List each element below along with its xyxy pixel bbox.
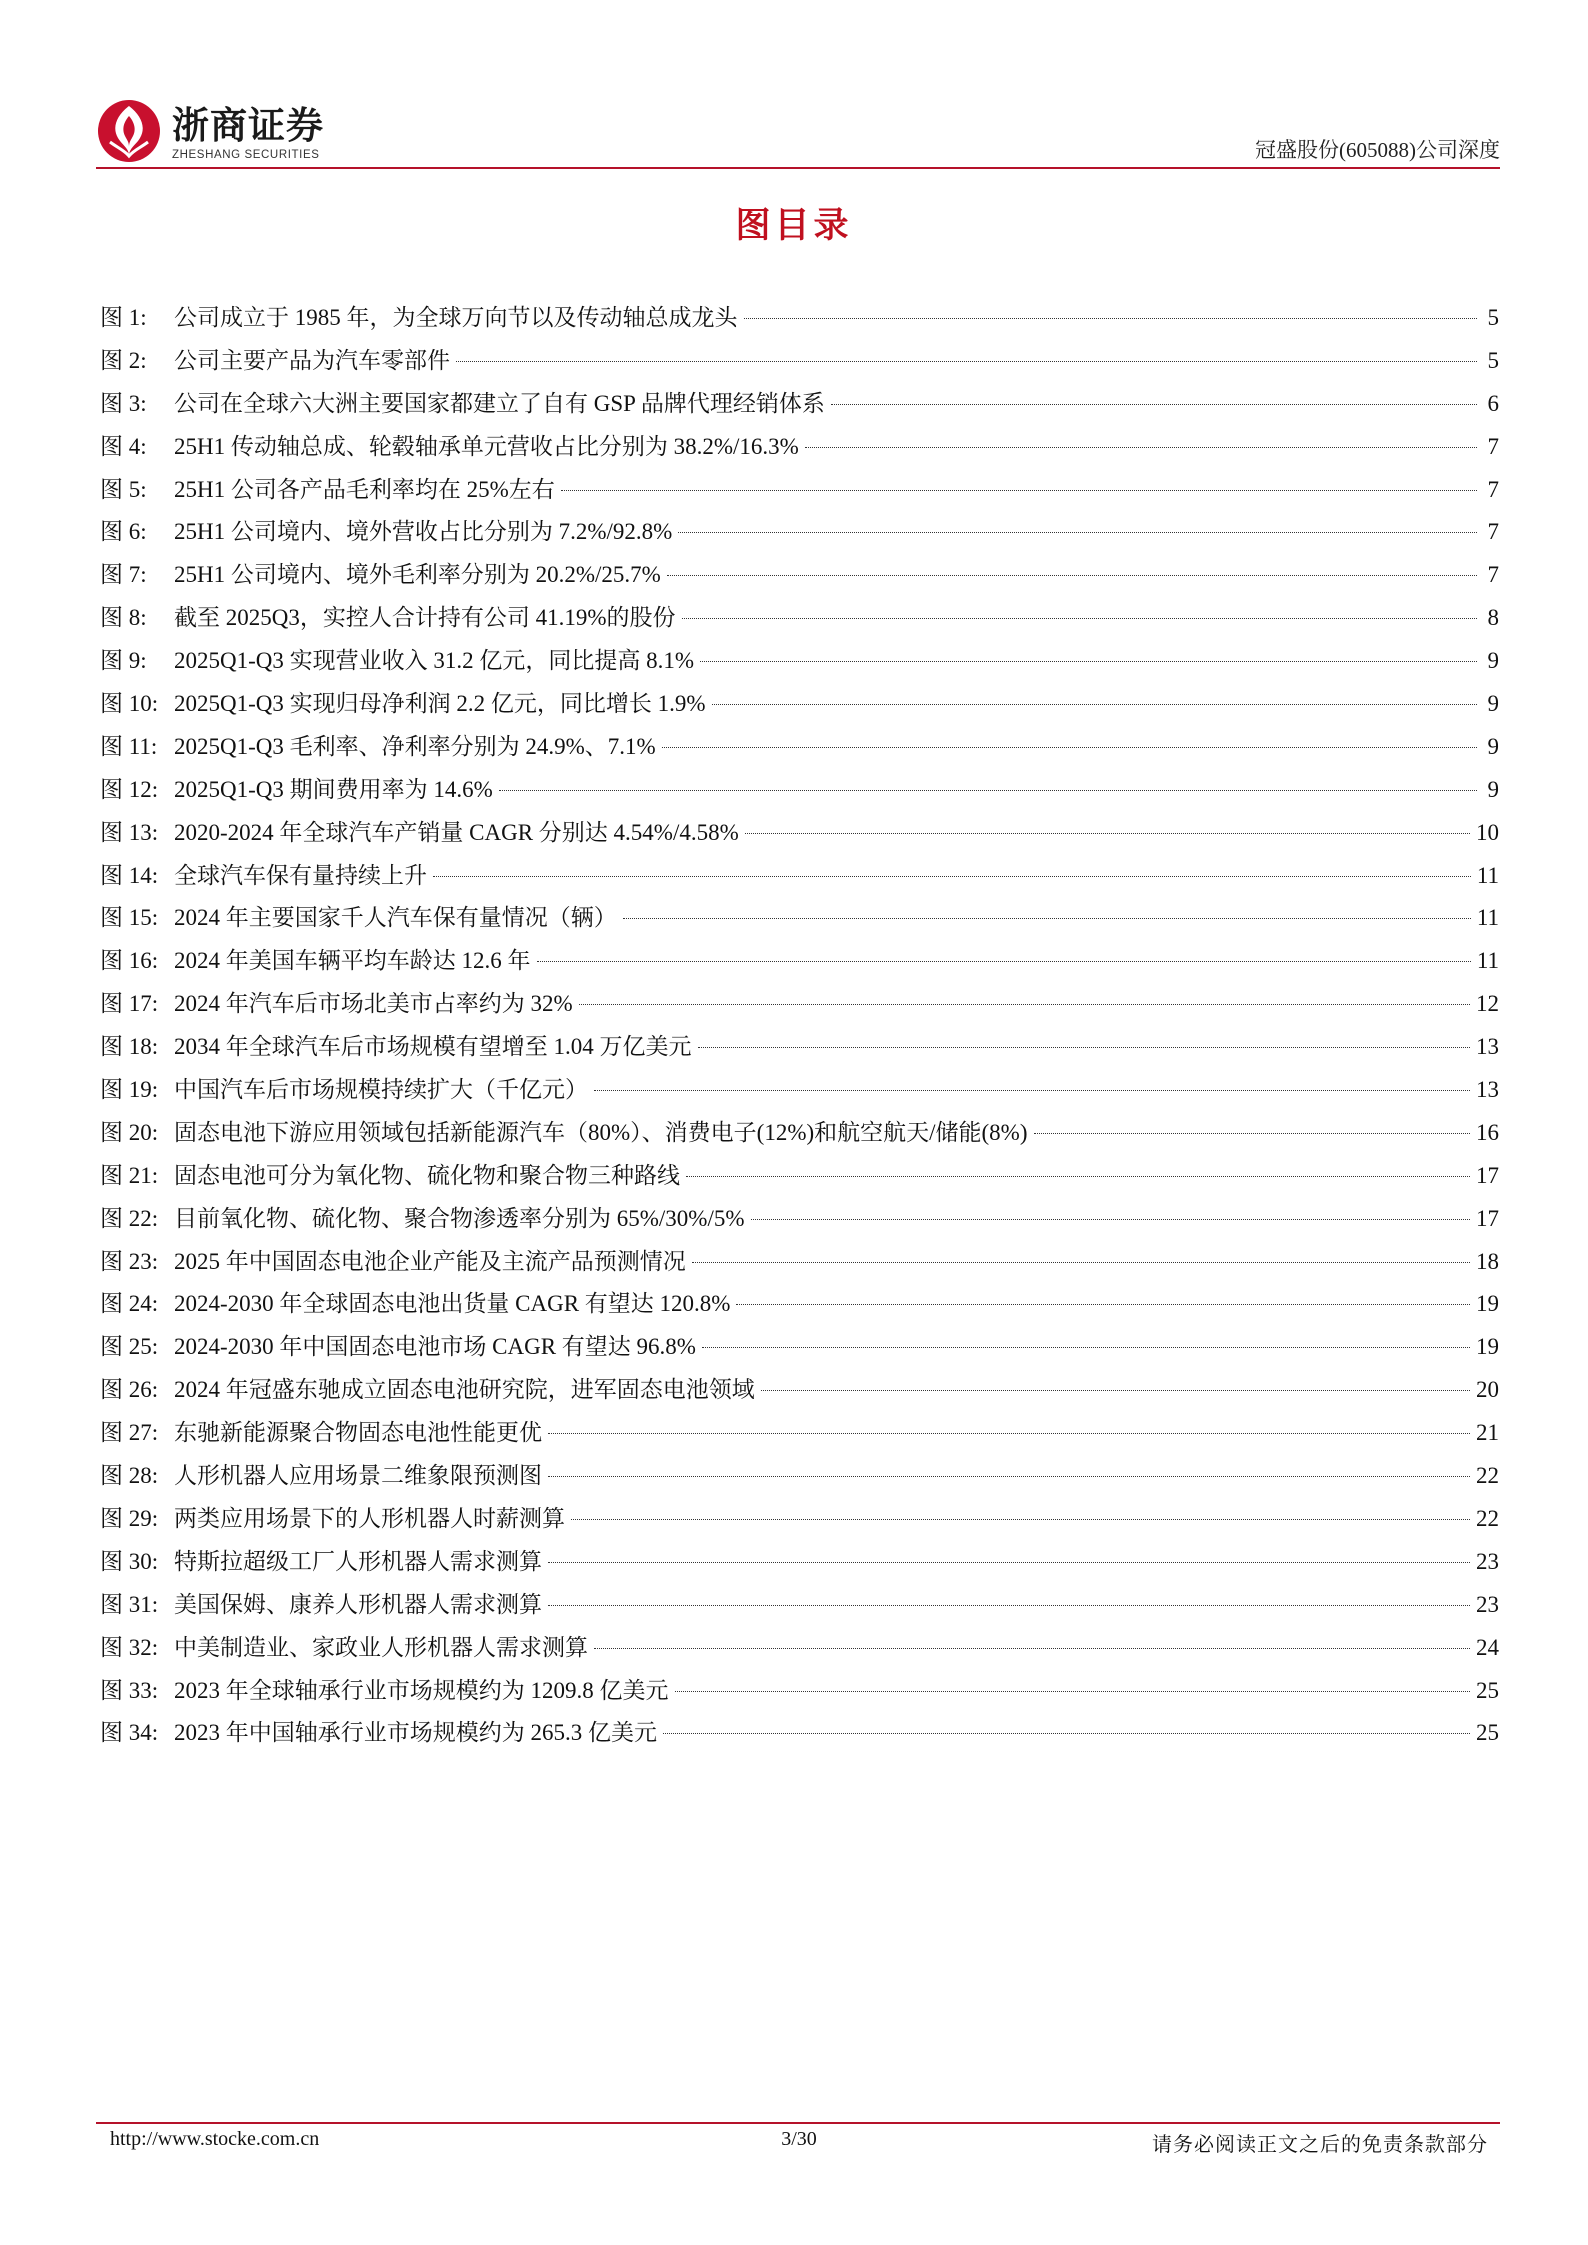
toc-entry-label: 图 11: — [100, 733, 158, 759]
toc-entry-page: 13 — [1476, 1077, 1499, 1103]
toc-entry-page: 11 — [1476, 905, 1499, 931]
toc-entry-page: 25 — [1476, 1677, 1499, 1703]
toc-entry[interactable] — [100, 469, 1499, 512]
dot-leader — [561, 490, 1477, 491]
toc-entry-title: 2023 年中国轴承行业市场规模约为 265.3 亿美元 — [174, 1720, 657, 1746]
toc-entry[interactable] — [100, 855, 1499, 898]
toc-entry-title: 2020-2024 年全球汽车产销量 CAGR 分别达 4.54%/4.58% — [174, 819, 739, 845]
toc-entry-page: 9 — [1487, 733, 1499, 759]
figure-list — [100, 297, 1499, 1755]
toc-entry-label: 图 32: — [100, 1634, 159, 1660]
dot-leader — [456, 361, 1477, 362]
toc-entry-title: 25H1 传动轴总成、轮毂轴承单元营收占比分别为 38.2%/16.3% — [174, 433, 799, 459]
dot-leader — [594, 1090, 1470, 1091]
toc-entry[interactable] — [100, 1584, 1499, 1627]
dot-leader — [751, 1219, 1470, 1220]
toc-entry-label: 图 22: — [100, 1205, 159, 1231]
toc-entry[interactable] — [100, 1241, 1499, 1284]
toc-entry-page: 13 — [1476, 1034, 1499, 1060]
dot-leader — [761, 1390, 1470, 1391]
toc-entry[interactable] — [100, 1026, 1499, 1069]
toc-entry-page: 7 — [1487, 519, 1499, 545]
toc-entry[interactable] — [100, 640, 1499, 683]
dot-leader — [571, 1519, 1470, 1520]
toc-entry-label: 图 10: — [100, 691, 159, 717]
toc-entry-title: 25H1 公司各产品毛利率均在 25%左右 — [174, 476, 555, 502]
toc-entry-page: 19 — [1476, 1334, 1499, 1360]
toc-entry[interactable] — [100, 597, 1499, 640]
toc-entry-label: 图 19: — [100, 1077, 159, 1103]
toc-entry[interactable] — [100, 383, 1499, 426]
toc-entry-title: 2024 年美国车辆平均车龄达 12.6 年 — [174, 948, 531, 974]
toc-entry[interactable] — [100, 1155, 1499, 1198]
toc-entry-label: 图 20: — [100, 1119, 159, 1145]
toc-entry[interactable] — [100, 1412, 1499, 1455]
dot-leader — [675, 1691, 1471, 1692]
toc-entry-label: 图 18: — [100, 1034, 159, 1060]
toc-entry-title: 全球汽车保有量持续上升 — [174, 862, 427, 888]
toc-entry-page: 5 — [1487, 347, 1499, 373]
toc-entry-label: 图 33: — [100, 1677, 159, 1703]
toc-entry[interactable] — [100, 769, 1499, 812]
toc-entry-page: 9 — [1487, 776, 1499, 802]
dot-leader — [548, 1605, 1470, 1606]
dot-leader — [712, 704, 1477, 705]
toc-entry[interactable] — [100, 1670, 1499, 1713]
toc-entry-title: 2024 年主要国家千人汽车保有量情况（辆） — [174, 905, 617, 931]
toc-entry-title: 2024-2030 年全球固态电池出货量 CAGR 有望达 120.8% — [174, 1291, 731, 1317]
toc-entry-label: 图 24: — [100, 1291, 159, 1317]
toc-entry[interactable] — [100, 812, 1499, 855]
dot-leader — [537, 961, 1471, 962]
toc-entry-page: 18 — [1476, 1248, 1499, 1274]
logo-mark-icon — [96, 98, 162, 164]
toc-entry-title: 2034 年全球汽车后市场规模有望增至 1.04 万亿美元 — [174, 1034, 692, 1060]
toc-entry-page: 7 — [1487, 562, 1499, 588]
dot-leader — [686, 1176, 1470, 1177]
toc-entry-title: 东驰新能源聚合物固态电池性能更优 — [174, 1420, 542, 1446]
toc-entry[interactable] — [100, 983, 1499, 1026]
dot-leader — [831, 404, 1477, 405]
toc-entry-label: 图 30: — [100, 1548, 159, 1574]
toc-entry[interactable] — [100, 554, 1499, 597]
toc-entry-title: 美国保姆、康养人形机器人需求测算 — [174, 1591, 542, 1617]
toc-entry-title: 固态电池可分为氧化物、硫化物和聚合物三种路线 — [174, 1162, 680, 1188]
toc-entry[interactable] — [100, 1283, 1499, 1326]
header-divider — [96, 167, 1500, 169]
toc-entry-title: 2025Q1-Q3 期间费用率为 14.6% — [174, 776, 493, 802]
toc-entry-title: 公司成立于 1985 年，为全球万向节以及传动轴总成龙头 — [174, 305, 738, 330]
toc-entry-page: 9 — [1487, 648, 1499, 674]
toc-entry-page: 20 — [1476, 1377, 1499, 1403]
toc-entry[interactable] — [100, 1455, 1499, 1498]
toc-entry[interactable] — [100, 1112, 1499, 1155]
toc-entry-label: 图 34: — [100, 1720, 159, 1746]
toc-entry-page: 21 — [1476, 1420, 1499, 1446]
dot-leader — [579, 1004, 1470, 1005]
website-link[interactable]: http://www.stocke.com.cn — [110, 2128, 320, 2150]
toc-entry-label: 图 27: — [100, 1420, 159, 1446]
toc-entry-page: 25 — [1476, 1720, 1499, 1746]
toc-entry[interactable] — [100, 1326, 1499, 1369]
toc-entry[interactable] — [100, 1498, 1499, 1541]
dot-leader — [499, 790, 1477, 791]
dot-leader — [744, 318, 1478, 319]
toc-entry-page: 19 — [1476, 1291, 1499, 1317]
dot-leader — [667, 575, 1477, 576]
toc-entry-label: 图 21: — [100, 1162, 159, 1188]
toc-entry-label: 图 29: — [100, 1505, 159, 1531]
toc-entry[interactable] — [100, 426, 1499, 469]
toc-entry-page: 8 — [1487, 605, 1499, 631]
toc-entry[interactable] — [100, 726, 1499, 769]
toc-entry-page: 5 — [1487, 305, 1499, 330]
dot-leader — [1034, 1133, 1470, 1134]
toc-entry-page: 6 — [1487, 390, 1499, 416]
dot-leader — [736, 1304, 1470, 1305]
toc-entry-label: 图 23: — [100, 1248, 159, 1274]
toc-entry-label: 图 26: — [100, 1377, 159, 1403]
toc-entry-title: 2025Q1-Q3 毛利率、净利率分别为 24.9%、7.1% — [174, 733, 656, 759]
toc-entry-page: 24 — [1476, 1634, 1499, 1660]
toc-entry-label: 图 12: — [100, 776, 159, 802]
toc-entry-label: 图 31: — [100, 1591, 159, 1617]
toc-entry-label: 图 8: — [100, 605, 147, 631]
disclaimer-note: 请务必阅读正文之后的免责条款部分 — [1152, 2134, 1488, 2156]
toc-entry-page: 9 — [1487, 691, 1499, 717]
toc-entry-title: 2025 年中国固态电池企业产能及主流产品预测情况 — [174, 1248, 686, 1274]
dot-leader — [805, 447, 1477, 448]
toc-entry-title: 目前氧化物、硫化物、聚合物渗透率分别为 65%/30%/5% — [174, 1205, 745, 1231]
toc-entry-label: 图 6: — [100, 519, 147, 545]
toc-entry-label: 图 15: — [100, 905, 159, 931]
toc-entry-title: 2023 年全球轴承行业市场规模约为 1209.8 亿美元 — [174, 1677, 669, 1703]
toc-entry-label: 图 5: — [100, 476, 147, 502]
dot-leader — [692, 1262, 1470, 1263]
toc-entry-label: 图 3: — [100, 390, 147, 416]
toc-entry[interactable] — [100, 1369, 1499, 1412]
toc-entry[interactable] — [100, 297, 1499, 340]
toc-entry-label: 图 25: — [100, 1334, 159, 1360]
toc-entry-title: 2024-2030 年中国固态电池市场 CAGR 有望达 96.8% — [174, 1334, 696, 1360]
logo-name: 浙商证券 — [172, 104, 324, 147]
toc-entry[interactable] — [100, 683, 1499, 726]
toc-entry-page: 23 — [1476, 1548, 1499, 1574]
dot-leader — [548, 1433, 1470, 1434]
toc-entry[interactable] — [100, 1069, 1499, 1112]
toc-entry-page: 12 — [1476, 991, 1499, 1017]
toc-entry[interactable] — [100, 1541, 1499, 1584]
footer-divider — [96, 2122, 1500, 2124]
toc-entry-title: 人形机器人应用场景二维象限预测图 — [174, 1463, 542, 1489]
dot-leader — [623, 918, 1471, 919]
toc-entry-label: 图 1: — [100, 305, 147, 330]
dot-leader — [548, 1562, 1470, 1563]
company-logo — [96, 98, 324, 164]
toc-entry-page: 11 — [1476, 948, 1499, 974]
logo-subtitle: ZHESHANG SECURITIES — [172, 149, 320, 161]
toc-entry[interactable] — [100, 1627, 1499, 1670]
toc-entry-page: 16 — [1476, 1119, 1499, 1145]
dot-leader — [548, 1476, 1470, 1477]
toc-entry[interactable] — [100, 511, 1499, 554]
page-title: 图目录 — [735, 206, 853, 246]
toc-entry-page: 23 — [1476, 1591, 1499, 1617]
dot-leader — [678, 532, 1477, 533]
toc-entry[interactable] — [100, 1198, 1499, 1241]
toc-entry-page: 7 — [1487, 476, 1499, 502]
toc-entry-title: 中美制造业、家政业人形机器人需求测算 — [174, 1634, 588, 1660]
toc-entry-title: 中国汽车后市场规模持续扩大（千亿元） — [174, 1077, 588, 1103]
toc-entry[interactable] — [100, 940, 1499, 983]
toc-entry-page: 22 — [1476, 1463, 1499, 1489]
toc-entry-label: 图 16: — [100, 948, 159, 974]
toc-entry-title: 公司主要产品为汽车零部件 — [174, 347, 450, 373]
toc-entry-title: 截至 2025Q3，实控人合计持有公司 41.19%的股份 — [174, 605, 676, 631]
toc-entry-title: 2025Q1-Q3 实现归母净利润 2.2 亿元，同比增长 1.9% — [174, 691, 706, 717]
dot-leader — [698, 1047, 1471, 1048]
toc-entry-title: 两类应用场景下的人形机器人时薪测算 — [174, 1505, 565, 1531]
toc-entry-title: 特斯拉超级工厂人形机器人需求测算 — [174, 1548, 542, 1574]
dot-leader — [745, 833, 1470, 834]
toc-entry-label: 图 2: — [100, 347, 147, 373]
toc-entry-title: 2024 年冠盛东驰成立固态电池研究院，进军固态电池领域 — [174, 1377, 755, 1403]
toc-entry-page: 11 — [1476, 862, 1499, 888]
toc-entry-label: 图 4: — [100, 433, 147, 459]
dot-leader — [663, 1733, 1470, 1734]
toc-entry[interactable] — [100, 340, 1499, 383]
page-header — [96, 96, 1500, 168]
toc-entry-page: 17 — [1476, 1205, 1499, 1231]
toc-entry-page: 7 — [1487, 433, 1499, 459]
dot-leader — [662, 747, 1477, 748]
toc-entry-label: 图 17: — [100, 991, 159, 1017]
toc-entry-title: 固态电池下游应用领域包括新能源汽车（80%）、消费电子(12%)和航空航天/储能(8%) — [174, 1119, 1028, 1145]
toc-entry[interactable] — [100, 1712, 1499, 1755]
toc-entry-label: 图 9: — [100, 648, 147, 674]
toc-entry-title: 2024 年汽车后市场北美市占率约为 32% — [174, 991, 573, 1017]
toc-entry-label: 图 14: — [100, 862, 159, 888]
toc-entry-label: 图 28: — [100, 1463, 159, 1489]
dot-leader — [702, 1347, 1470, 1348]
dot-leader — [682, 618, 1477, 619]
toc-entry-title: 25H1 公司境内、境外毛利率分别为 20.2%/25.7% — [174, 562, 661, 588]
toc-entry-title: 25H1 公司境内、境外营收占比分别为 7.2%/92.8% — [174, 519, 673, 545]
dot-leader — [433, 876, 1471, 877]
toc-entry-title: 2025Q1-Q3 实现营业收入 31.2 亿元，同比提高 8.1% — [174, 648, 695, 674]
page-number: 3/30 — [781, 2128, 817, 2150]
toc-entry-page: 17 — [1476, 1162, 1499, 1188]
toc-entry-page: 22 — [1476, 1505, 1499, 1531]
dot-leader — [594, 1648, 1470, 1649]
toc-entry-label: 图 13: — [100, 819, 159, 845]
toc-entry-title: 公司在全球六大洲主要国家都建立了自有 GSP 品牌代理经销体系 — [174, 390, 825, 416]
toc-entry[interactable] — [100, 897, 1499, 940]
report-title: 冠盛股份(605088)公司深度 — [1255, 138, 1500, 162]
toc-entry-label: 图 7: — [100, 562, 147, 588]
toc-entry-page: 10 — [1476, 819, 1499, 845]
page-footer — [110, 2128, 1488, 2158]
dot-leader — [700, 661, 1477, 662]
